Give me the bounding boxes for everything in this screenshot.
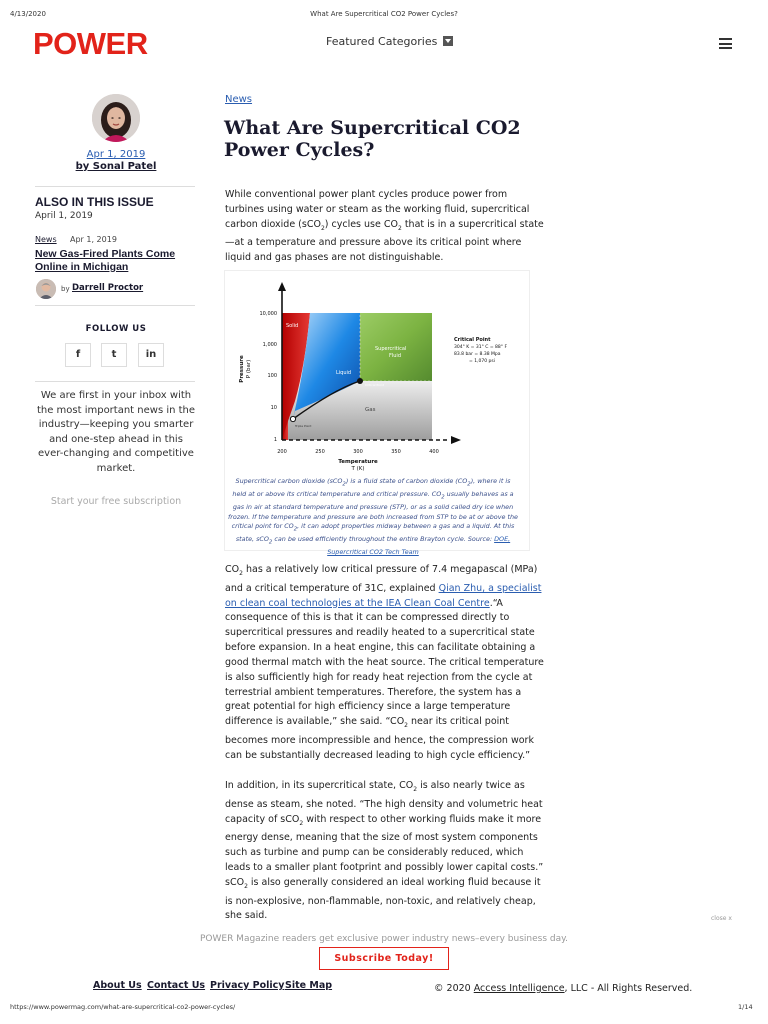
author-avatar[interactable] [92,94,140,142]
close-newsletter-button[interactable]: close x [711,915,732,922]
svg-text:P (bar): P (bar) [246,359,252,379]
hamburger-icon[interactable] [719,38,732,49]
access-intelligence-link[interactable]: Access Intelligence [473,983,565,994]
svg-text:10,000: 10,000 [259,311,277,317]
related-author-avatar[interactable] [36,279,56,299]
svg-text:83.8 bar = 8.38 Mpa: 83.8 bar = 8.38 Mpa [454,352,501,357]
svg-text:200: 200 [277,449,287,455]
svg-text:Temperature: Temperature [338,459,378,465]
svg-text:10: 10 [270,405,277,411]
article-category[interactable]: News [225,94,253,105]
featured-categories-label: Featured Categories [326,35,438,48]
print-title: What Are Supercritical CO2 Power Cycles? [310,10,458,18]
article-title: What Are Supercritical CO2 Power Cycles? [224,117,521,161]
byline-author[interactable]: by Sonal Patel [75,161,157,172]
related-article-title[interactable]: New Gas-Fired Plants Come Online in Michigan [35,248,176,273]
print-page-number: 1/14 [738,1003,753,1011]
print-url: https://www.powermag.com/what-are-supercritical-co2-power-cycles/ [10,1003,236,1011]
divider [35,305,195,306]
paragraph-2: $CO_2$ has a relatively low critical pressure of 7.4 megapascal (MPa) and a critical temperature of 31C, explained Qian Zhu, a specialist on clean coal technologies at the IEA Clean Coal Centre.“A consequence of this is that it can be compressed directly to supercritical pressures and readily heated to a supercritical state before expansion. In a heat engine, this can facilitate obtaining a good thermal match with the heat source. The critical temperature is also sufficiently high for ready heat rejection from the cycle at terrestrial ambient temperatures. Therefore, the system has a great potential for high efficiency since a large temperature difference is available,” she said. “$CO_2$ near its critical point becomes more incompressible and hence, the compression work can be substantially decreased leading to high cycle efficiency.” [225,564,544,761]
newsletter-text: POWER Magazine readers get exclusive power industry news–every business day. [199,934,569,944]
svg-text:Fluid: Fluid [389,353,401,359]
twitter-icon[interactable]: t [101,343,127,367]
byline-date[interactable]: Apr 1, 2019 [86,149,146,160]
svg-text:1: 1 [273,437,277,443]
chevron-down-icon [443,36,453,46]
svg-text:100: 100 [267,373,277,379]
related-article-by: by [61,285,70,293]
divider [35,186,195,187]
svg-text:Solid: Solid [286,323,299,329]
figure-caption: Supercritical carbon dioxide (sCO$_2$) is a fluid state of carbon dioxide $(CO_2)$, where it is held at or above its critical temperature and critical pressure. $CO_2$ usually behaves as a gas in air at standard temperature and pressure (STP), or as a solid called dry ice when frozen. If the temperature and pressure are both increased from STP to be at or above the critical point for $CO_2$, it can adopt properties midway between a gas and a liquid. At this state, sCO$_2$ can be used efficiently throughout the entire Brayton cycle. Source: DOE, Supercritical CO2 Tech Team [228,477,518,557]
related-article-tag[interactable]: News [35,235,57,244]
follow-us-heading: FOLLOW US [85,324,147,334]
related-article-date: Apr 1, 2019 [70,235,117,244]
svg-text:T (K): T (K) [351,466,365,472]
print-date: 4/13/2020 [10,10,46,18]
triple-point-marker [290,416,295,421]
subscribe-today-button[interactable]: Subscribe Today! [319,947,449,970]
linkedin-icon[interactable]: in [138,343,164,367]
svg-text:Critical Point: Critical Point [454,337,491,343]
footer-about-link[interactable]: About Us [93,980,142,991]
svg-text:350: 350 [391,449,401,455]
svg-text:400: 400 [429,449,439,455]
svg-text:1,000: 1,000 [262,342,277,348]
footer-privacy-link[interactable]: Privacy Policy [210,980,285,991]
critical-point-marker [357,378,363,384]
caption-source-link[interactable]: DOE, Supercritical CO2 Tech Team [327,535,511,557]
phase-diagram [225,271,531,476]
svg-text:300: 300 [353,449,363,455]
also-in-issue-heading: ALSO IN THIS ISSUE [35,195,154,209]
footer-sitemap-link[interactable]: Site Map [285,980,333,991]
featured-categories-dropdown[interactable] [326,35,453,48]
svg-text:250: 250 [315,449,325,455]
copyright: © 2020 Access Intelligence, LLC - All Rights Reserved. [434,983,693,994]
issue-date: April 1, 2019 [35,211,93,221]
qian-zhu-link[interactable]: Qian Zhu, a specialist on clean coal technologies at the IEA Clean Coal Centre [225,582,542,609]
footer-contact-link[interactable]: Contact Us [147,980,206,991]
svg-text:= 1,070 psi: = 1,070 psi [469,359,495,364]
divider [35,381,195,382]
promo-text: We are first in your inbox with the most important news in the industry—keeping you smarter and one-step ahead in this ever-changing and competitive market. [36,390,196,474]
svg-text:304° K = 31° C = 88° F: 304° K = 31° C = 88° F [454,345,508,350]
svg-text:Supercritical: Supercritical [375,346,407,352]
free-subscription-link[interactable]: Start your free subscription [50,496,182,507]
paragraph-1: While conventional power plant cycles produce power from turbines using water or steam as the working fluid, supercritical carbon dioxide (sCO$_2$) cycles use $CO_2$ that is in a supercritical state—at a temperature and pressure above its critical point where liquid and gas phases are not distinguishable. [225,189,544,264]
paragraph-3: In addition, in its supercritical state, $CO_2$ is also nearly twice as dense as steam, she noted. “The high density and volumetric heat capacity of sCO$_2$ with respect to other working fluids make it more energy dense, meaning that the size of most system components such as turbine and pump can be considerably reduced, which leads to a smaller plant footprint and possibly lower capital costs.” sCO$_2$ is also generally considered an ideal working fluid because it is non-explosive, non-flammable, non-toxic, and relatively cheap, she said. [225,780,544,922]
power-logo[interactable]: POWER [33,26,148,61]
svg-text:Critical Point: Critical Point [365,383,384,387]
svg-text:Triple Point: Triple Point [295,424,312,428]
print-header [0,10,768,22]
svg-text:Liquid: Liquid [336,370,352,376]
svg-text:Pressure: Pressure [239,355,245,383]
related-article-author[interactable]: Darrell Proctor [72,283,144,293]
svg-text:Gas: Gas [365,407,376,413]
facebook-icon[interactable]: f [65,343,91,367]
